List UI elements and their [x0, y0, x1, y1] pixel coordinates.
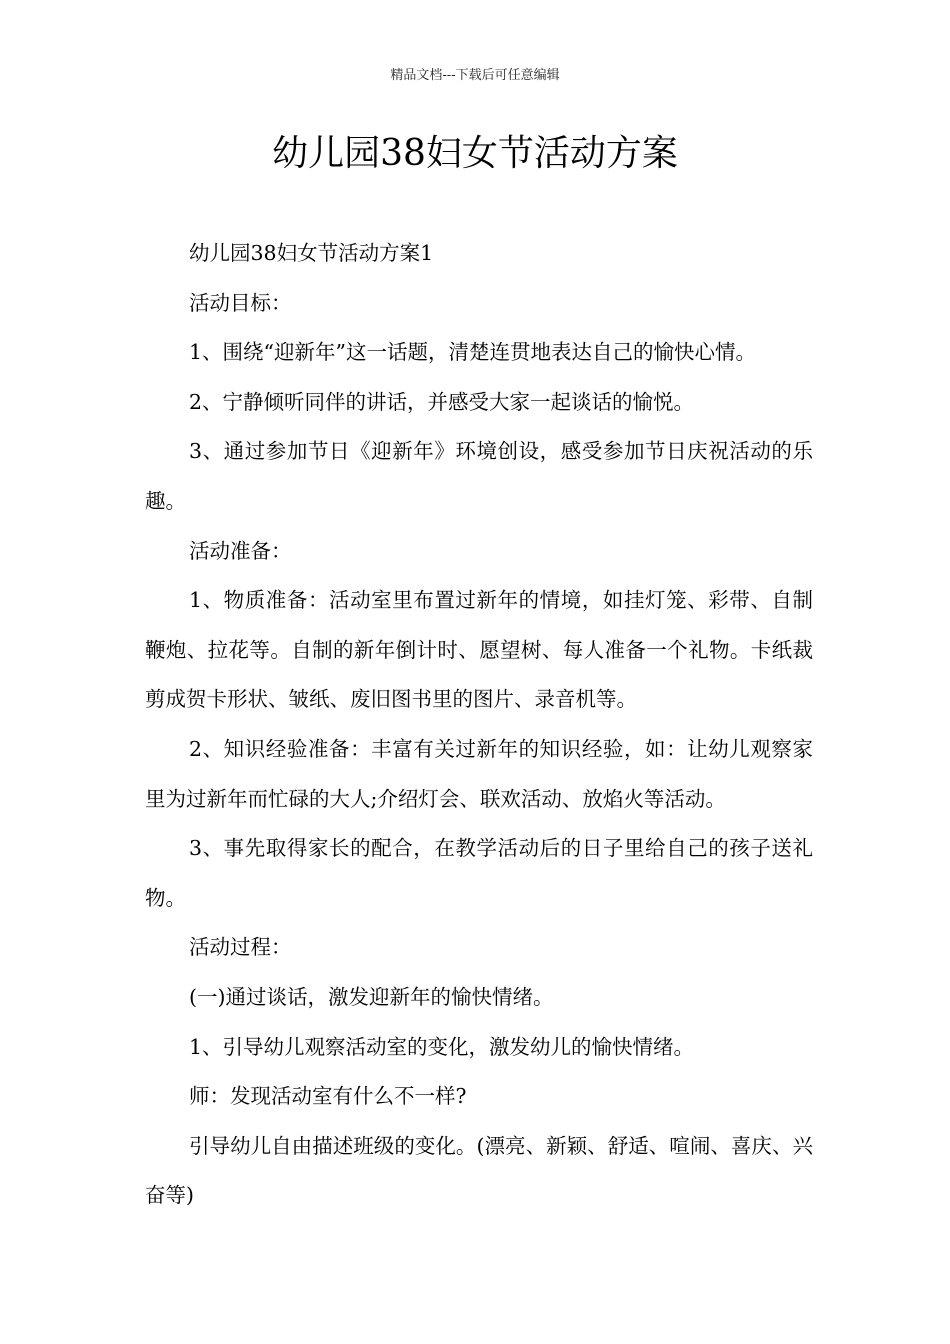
paragraph-guidance: 引导幼儿自由描述班级的变化。(漂亮、新颖、舒适、喧闹、喜庆、兴奋等) — [145, 1133, 813, 1208]
paragraph-goal-2: 2、宁静倾听同伴的讲话，并感受大家一起谈话的愉悦。 — [189, 389, 695, 414]
document-body — [145, 229, 813, 1221]
paragraph-process-heading: 活动过程： — [189, 935, 292, 960]
paragraph-preparation-heading: 活动准备： — [189, 538, 292, 563]
document-title: 幼儿园38妇女节活动方案 — [272, 133, 678, 174]
paragraph-preparation-3: 3、事先取得家长的配合，在教学活动后的日子里给自己的孩子送礼物。 — [145, 836, 813, 910]
paragraph-goal-3: 3、通过参加节日《迎新年》环境创设，感受参加节日庆祝活动的乐趣。 — [145, 439, 813, 513]
paragraph-teacher-question: 师：发现活动室有什么不一样? — [189, 1084, 467, 1109]
paragraph-process-section-1: (一)通过谈话，激发迎新年的愉快情绪。 — [189, 984, 554, 1009]
paragraph-preparation-2: 2、知识经验准备：丰富有关过新年的知识经验，如：让幼儿观察家里为过新年而忙碌的大人;介绍灯会、联欢活动、放焰火等活动。 — [145, 736, 813, 811]
paragraph-preparation-1: 1、物质准备：活动室里布置过新年的情境，如挂灯笼、彩带、自制鞭炮、拉花等。自制的新年倒计时、愿望树、每人准备一个礼物。卡纸裁剪成贺卡形状、皱纸、废旧图书里的图片、录音机等。 — [145, 588, 813, 712]
paragraph-process-step-1: 1、引导幼儿观察活动室的变化，激发幼儿的愉快情绪。 — [189, 1034, 695, 1059]
paragraph-goals-heading: 活动目标： — [189, 290, 292, 315]
header-note: 精品文档---下载后可任意编辑 — [390, 68, 560, 83]
paragraph-goal-1: 1、围绕“迎新年”这一话题，清楚连贯地表达自己的愉快心情。 — [189, 340, 757, 365]
paragraph-subtitle: 幼儿园38妇女节活动方案1 — [189, 241, 434, 265]
